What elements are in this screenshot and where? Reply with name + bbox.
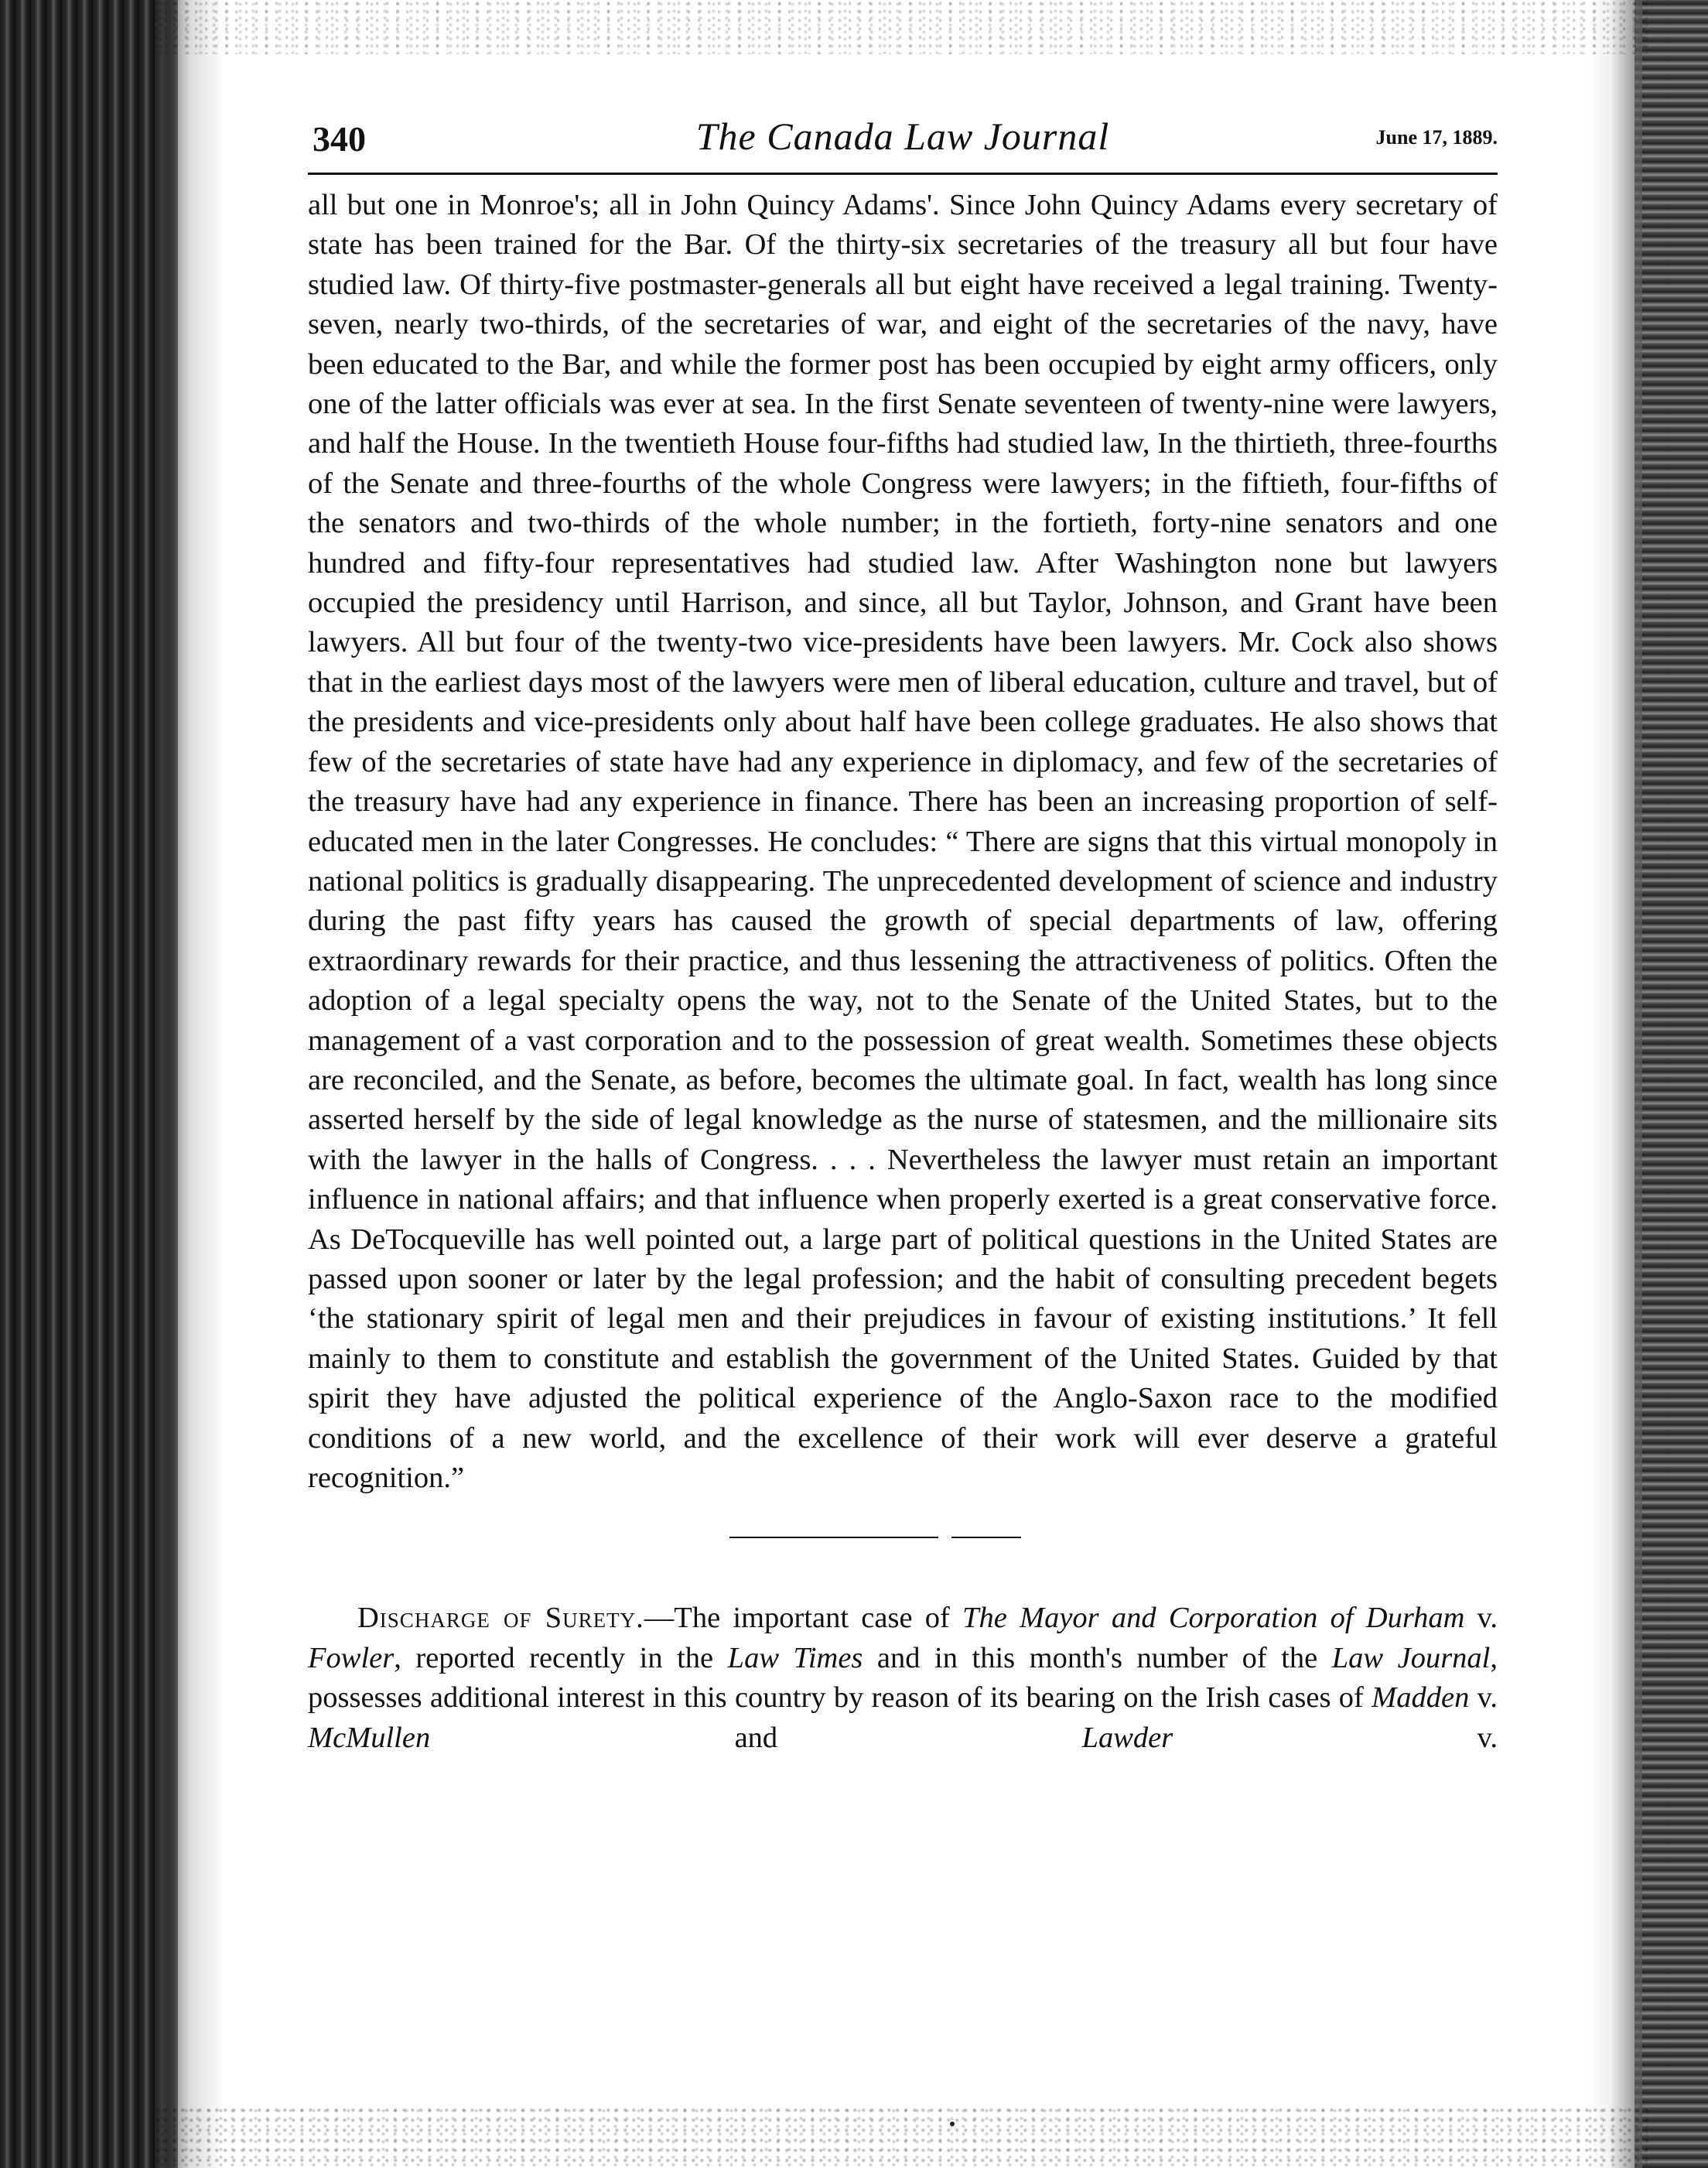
text-segment: , possesses additional interest in this country by reason of its bearing on the Irish cases of <box>308 1641 1498 1715</box>
text-segment: v. <box>1173 1721 1498 1754</box>
text-segment: and in this month's number of the <box>863 1641 1332 1674</box>
next-article-paragraph <box>308 1599 1498 1758</box>
running-head <box>308 112 1498 166</box>
text-segment: and <box>430 1721 1082 1754</box>
next-article <box>308 1599 1498 1758</box>
section-separator <box>308 1501 1498 1571</box>
top-scan-noise <box>155 0 1648 54</box>
page-content <box>308 112 1498 1758</box>
heading-dash: — <box>644 1602 675 1635</box>
right-edge-shadow <box>1588 0 1642 2168</box>
case-name: Lawder <box>1081 1721 1173 1754</box>
text-segment: The important case of <box>674 1602 963 1635</box>
versus: v. <box>1464 1602 1498 1635</box>
header-rule <box>308 173 1498 175</box>
case-party: McMullen <box>308 1721 431 1754</box>
page-number: 340 <box>313 119 366 159</box>
spine-shadow <box>155 0 224 2168</box>
publication-name: Law Journal <box>1331 1641 1491 1674</box>
bottom-scan-noise <box>155 2106 1648 2168</box>
text-segment: , reported recently in the <box>394 1641 728 1674</box>
section-heading: Discharge of Surety. <box>357 1602 644 1635</box>
article-paragraph: all but one in Monroe's; all in John Quincy Adams'. Since John Quincy Adams every secretary of state has been trained for the Bar. Of the thirty-six secretaries of the treasury all but four have studied law. Of thirty-five postmaster-generals all but eight have received a legal training. Twenty-seven, nearly two-thirds, of the secretaries of war, and eight of the secretaries of the navy, have been educated to the Bar, and while the former post has been occupied by eight army officers, only one of the latter officials was ever at sea. In the first Senate seventeen of twenty-nine were lawyers, and half the House. In the twentieth House four-fifths had studied law, In the thirtieth, three-fourths of the Senate and three-fourths of the whole Congress were lawyers; in the fiftieth, four-fifths of the senators and two-thirds of the whole number; in the fortieth, forty-nine senators and one hundred and fifty-four representatives had studied law. After Washington none but lawyers occupied the presidency until Harrison, and since, all but Taylor, Johnson, and Grant have been lawyers. All but four of the twenty-two vice-presidents have been lawyers. Mr. Cock also shows that in the earliest days most of the lawyers were men of liberal education, culture and travel, but of the presidents and vice-presidents only about half have been college graduates. He also shows that few of the secretaries of state have had any experience in diplomacy, and few of the secretaries of the treasury have had any experience in finance. There has been an increasing proportion of self-educated men in the later Congresses. He concludes: “ There are signs that this virtual monopoly in national politics is gradually disappearing. The unprecedented development of science and industry during the past fifty years has caused the growth of special departments of law, offering extraordinary rewards for their practice, and thus lessening the attractiveness of politics. Often the adoption of a legal specialty opens the way, not to the Senate of the United States, but to the management of a vast corporation and to the possession of great wealth. Sometimes these objects are reconciled, and the Senate, as before, becomes the ultimate goal. In fact, wealth has long since asserted herself by the side of legal knowledge as the nurse of statesmen, and the millionaire sits with the lawyer in the halls of Congress. . . . Nevertheless the lawyer must retain an important influence in national affairs; and that influence when properly exerted is a great conservative force. As DeTocqueville has well pointed out, a large part of political questions in the United States are passed upon sooner or later by the legal profession; and the habit of consulting precedent begets ‘the stationary spirit of legal men and their prejudices in favour of existing institutions.’ It fell mainly to them to constitute and establish the government of the United States. Guided by that spirit they have adjusted the political experience of the Anglo-Saxon race to the modified conditions of a new world, and the excellence of their work will ever deserve a grateful recognition.” <box>308 189 1498 1494</box>
journal-title: The Canada Law Journal <box>695 115 1110 158</box>
article-body <box>308 186 1498 1498</box>
publication-name: Law Times <box>727 1641 863 1674</box>
book-spine <box>0 0 178 2168</box>
case-party: Fowler <box>308 1641 395 1674</box>
issue-date: June 17, 1889. <box>1375 126 1498 149</box>
case-name: The Mayor and Corporation of Durham <box>962 1602 1465 1635</box>
continuation-dot <box>950 2122 955 2126</box>
case-name: Madden <box>1372 1681 1470 1715</box>
separator-rule-short <box>951 1537 1021 1538</box>
versus: v. <box>1469 1681 1498 1715</box>
right-page-edge <box>1635 0 1708 2168</box>
separator-rule <box>729 1537 938 1538</box>
